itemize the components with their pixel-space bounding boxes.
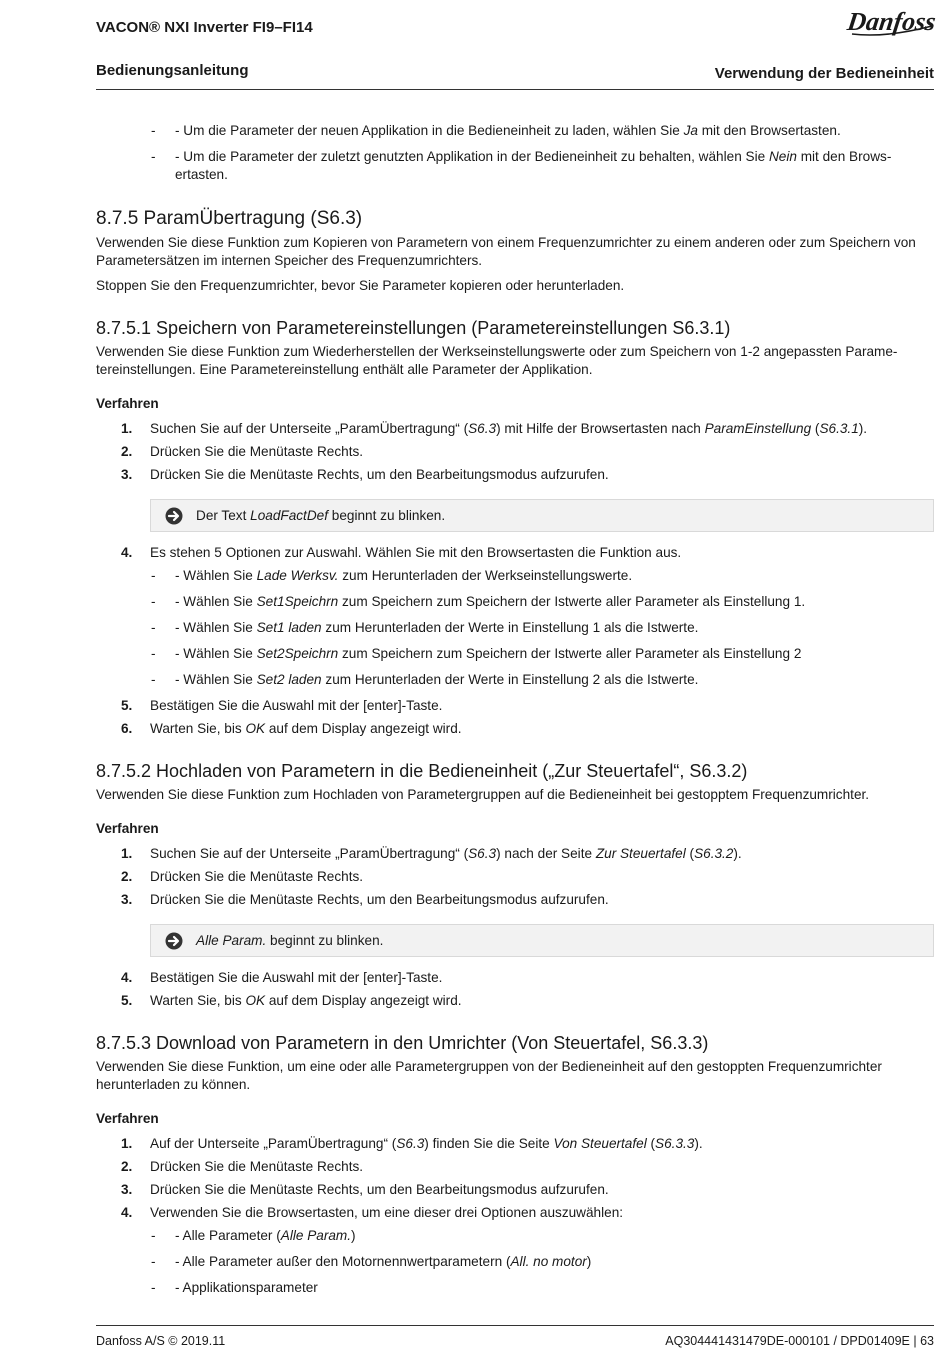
heading-8-7-5: 8.7.5 ParamÜbertragung (S6.3) (96, 208, 363, 229)
heading-8-7-5-1: 8.7.5.1 Speichern von Parametereinstellungen (Parametereinstellungen S6.3.1) (96, 318, 731, 338)
note-text: Alle Param. beginnt zu blinken. (196, 932, 384, 948)
bullet-marker: - (151, 672, 156, 687)
step-text: Warten Sie, bis OK auf dem Display angezeigt wird. (150, 721, 462, 736)
step-text: Drücken Sie die Menütaste Rechts. (150, 444, 364, 459)
procedure-step (96, 1181, 934, 1199)
step-number: 6. (121, 721, 133, 736)
step-text: Drücken Sie die Menütaste Rechts, um den Bearbeitungsmodus aufzurufen. (150, 892, 609, 907)
step-number: 5. (121, 993, 133, 1008)
page-content (96, 122, 934, 1305)
step-number: 2. (121, 444, 133, 459)
step-number: 2. (121, 1159, 133, 1174)
step-text: Drücken Sie die Menütaste Rechts, um den Bearbeitungsmodus aufzurufen. (150, 1182, 609, 1197)
paragraph: Verwenden Sie diese Funktion, um eine oder alle Parametergruppen von der Bedieneinheit auf den gestoppten Frequenzumrichter herunterladen zu können. (96, 1059, 882, 1092)
product-title: VACON® NXI Inverter FI9–FI14 (96, 19, 313, 36)
step-number: 3. (121, 467, 133, 482)
heading-8-7-5-3: 8.7.5.3 Download von Parametern in den Umrichter (Von Steuertafel, S6.3.3) (96, 1033, 709, 1053)
section-title: Verwendung der Bedieneinheit (714, 65, 934, 82)
procedure-step (96, 992, 934, 1010)
note-box (150, 499, 934, 532)
document-type: Bedienungsanleitung (96, 62, 249, 79)
paragraph: Verwenden Sie diese Funktion zum Wiederherstellen der Werkseinstellungswerte oder zum Speichern von 1-2 angepassten Parame-tereinstellungen. Eine Parametereinstellung enthält alle Parameter der Applikation. (96, 344, 898, 377)
bullet-item (96, 619, 934, 637)
bullet-text: - Wählen Sie Set2 laden zum Herunterladen der Werte in Einstellung 2 als die Istwerte. (175, 672, 699, 687)
option-list (96, 1227, 934, 1297)
bullet-text: - Alle Parameter außer den Motornennwertparametern (All. no motor) (175, 1254, 592, 1269)
step-text: Bestätigen Sie die Auswahl mit der [enter]-Taste. (150, 970, 443, 985)
note-text: Der Text LoadFactDef beginnt zu blinken. (196, 507, 446, 523)
procedure-step (96, 720, 934, 738)
step-number: 3. (121, 1182, 133, 1197)
procedure-step (96, 1158, 934, 1176)
bullet-marker: - (151, 1254, 156, 1269)
step-text: Auf der Unterseite „ParamÜbertragung“ (S6.3) finden Sie die Seite Von Steuertafel (S6.3.3). (150, 1136, 703, 1151)
procedure-steps (96, 1135, 934, 1222)
paragraph: Verwenden Sie diese Funktion zum Hochladen von Parametergruppen auf die Bedieneinheit bei gestopptem Frequenzumrichter. (96, 787, 870, 802)
bullet-marker: - (151, 646, 156, 661)
bullet-marker: - (151, 620, 156, 635)
step-text: Verwenden Sie die Browsertasten, um eine dieser drei Optionen auszuwählen: (150, 1205, 624, 1220)
bullet-marker: - (151, 1280, 156, 1295)
footer-copyright: Danfoss A/S © 2019.11 (96, 1334, 226, 1348)
procedure-steps (96, 544, 934, 562)
danfoss-logo (846, 4, 936, 45)
bullet-text: - Wählen Sie Set1Speichrn zum Speichern zum Speichern der Istwerte aller Parameter als Einstellung 1. (175, 594, 806, 609)
step-text: Drücken Sie die Menütaste Rechts, um den Bearbeitungsmodus aufzurufen. (150, 467, 609, 482)
paragraph: Stoppen Sie den Frequenzumrichter, bevor Sie Parameter kopieren oder herunterladen. (96, 278, 625, 293)
bullet-marker: - (151, 568, 156, 583)
step-text: Suchen Sie auf der Unterseite „ParamÜbertragung“ (S6.3) mit Hilfe der Browsertasten nach ParamEinstellung (S6.3.1). (150, 421, 868, 436)
bullet-item (96, 1227, 934, 1245)
step-text: Drücken Sie die Menütaste Rechts. (150, 1159, 364, 1174)
bullet-item (96, 593, 934, 611)
step-text: Drücken Sie die Menütaste Rechts. (150, 869, 364, 884)
step-number: 4. (121, 970, 133, 985)
paragraph: Verwenden Sie diese Funktion zum Kopieren von Parametern von einem Frequenzumrichter zu einem anderen oder zum Speichern von Parametersätzen im internen Speicher des Frequenzumrichters. (96, 235, 916, 268)
bullet-text: - Wählen Sie Set2Speichrn zum Speichern zum Speichern der Istwerte aller Parameter als Einstellung 2 (175, 646, 802, 661)
procedure-step (96, 891, 934, 909)
procedure-steps (96, 969, 934, 1010)
bullet-item (96, 148, 934, 184)
step-number: 1. (121, 421, 133, 436)
procedure-step (96, 544, 934, 562)
svg-text:Danfoss: Danfoss (846, 7, 936, 36)
procedure-step (96, 697, 934, 715)
bullet-text: - Um die Parameter der neuen Applikation in die Bedieneinheit zu laden, wählen Sie Ja mit den Browsertasten. (175, 123, 841, 138)
bullet-marker: - (151, 123, 156, 138)
bullet-text: - Alle Parameter (Alle Param.) (175, 1228, 356, 1243)
bullet-item (96, 567, 934, 585)
procedure-step (96, 1204, 934, 1222)
procedure-step (96, 443, 934, 461)
procedure-step (96, 969, 934, 987)
bullet-marker: - (151, 594, 156, 609)
step-number: 3. (121, 892, 133, 907)
step-number: 2. (121, 869, 133, 884)
bullet-text: - Um die Parameter der zuletzt genutzten Applikation in der Bedieneinheit zu behalten, wählen Sie Nein mit den Brows-ertasten. (175, 149, 892, 182)
procedure-label: Verfahren (96, 396, 159, 411)
heading-8-7-5-2: 8.7.5.2 Hochladen von Parametern in die Bedieneinheit („Zur Steuertafel“, S6.3.2) (96, 761, 748, 781)
procedure-label: Verfahren (96, 821, 159, 836)
header-divider (96, 89, 934, 90)
bullet-text: - Wählen Sie Lade Werksv. zum Herunterladen der Werkseinstellungswerte. (175, 568, 633, 583)
intro-list (96, 122, 934, 184)
step-text: Warten Sie, bis OK auf dem Display angezeigt wird. (150, 993, 462, 1008)
procedure-step (96, 868, 934, 886)
footer-divider (96, 1325, 934, 1326)
bullet-item (96, 645, 934, 663)
procedure-steps (96, 697, 934, 738)
bullet-text: - Applikationsparameter (175, 1280, 318, 1295)
bullet-item (96, 122, 934, 140)
note-box (150, 924, 934, 957)
procedure-step (96, 1135, 934, 1153)
step-number: 5. (121, 698, 133, 713)
procedure-step (96, 466, 934, 484)
bullet-item (96, 1253, 934, 1271)
step-text: Suchen Sie auf der Unterseite „ParamÜbertragung“ (S6.3) nach der Seite Zur Steuertafel (S6.3.2). (150, 846, 742, 861)
bullet-marker: - (151, 149, 156, 164)
bullet-item (96, 1279, 934, 1297)
procedure-step (96, 420, 934, 438)
option-list (96, 567, 934, 689)
arrow-right-circle-icon (151, 932, 196, 950)
step-number: 1. (121, 1136, 133, 1151)
footer-doc-id: AQ304441431479DE-000101 / DPD01409E | 63 (665, 1334, 934, 1348)
bullet-marker: - (151, 1228, 156, 1243)
step-text: Bestätigen Sie die Auswahl mit der [enter]-Taste. (150, 698, 443, 713)
step-number: 4. (121, 545, 133, 560)
step-text: Es stehen 5 Optionen zur Auswahl. Wählen Sie mit den Browsertasten die Funktion aus. (150, 545, 682, 560)
step-number: 1. (121, 846, 133, 861)
procedure-steps (96, 420, 934, 484)
procedure-steps (96, 845, 934, 909)
procedure-step (96, 845, 934, 863)
bullet-text: - Wählen Sie Set1 laden zum Herunterladen der Werte in Einstellung 1 als die Istwerte. (175, 620, 699, 635)
arrow-right-circle-icon (151, 507, 196, 525)
procedure-label: Verfahren (96, 1111, 159, 1126)
bullet-item (96, 671, 934, 689)
step-number: 4. (121, 1205, 133, 1220)
